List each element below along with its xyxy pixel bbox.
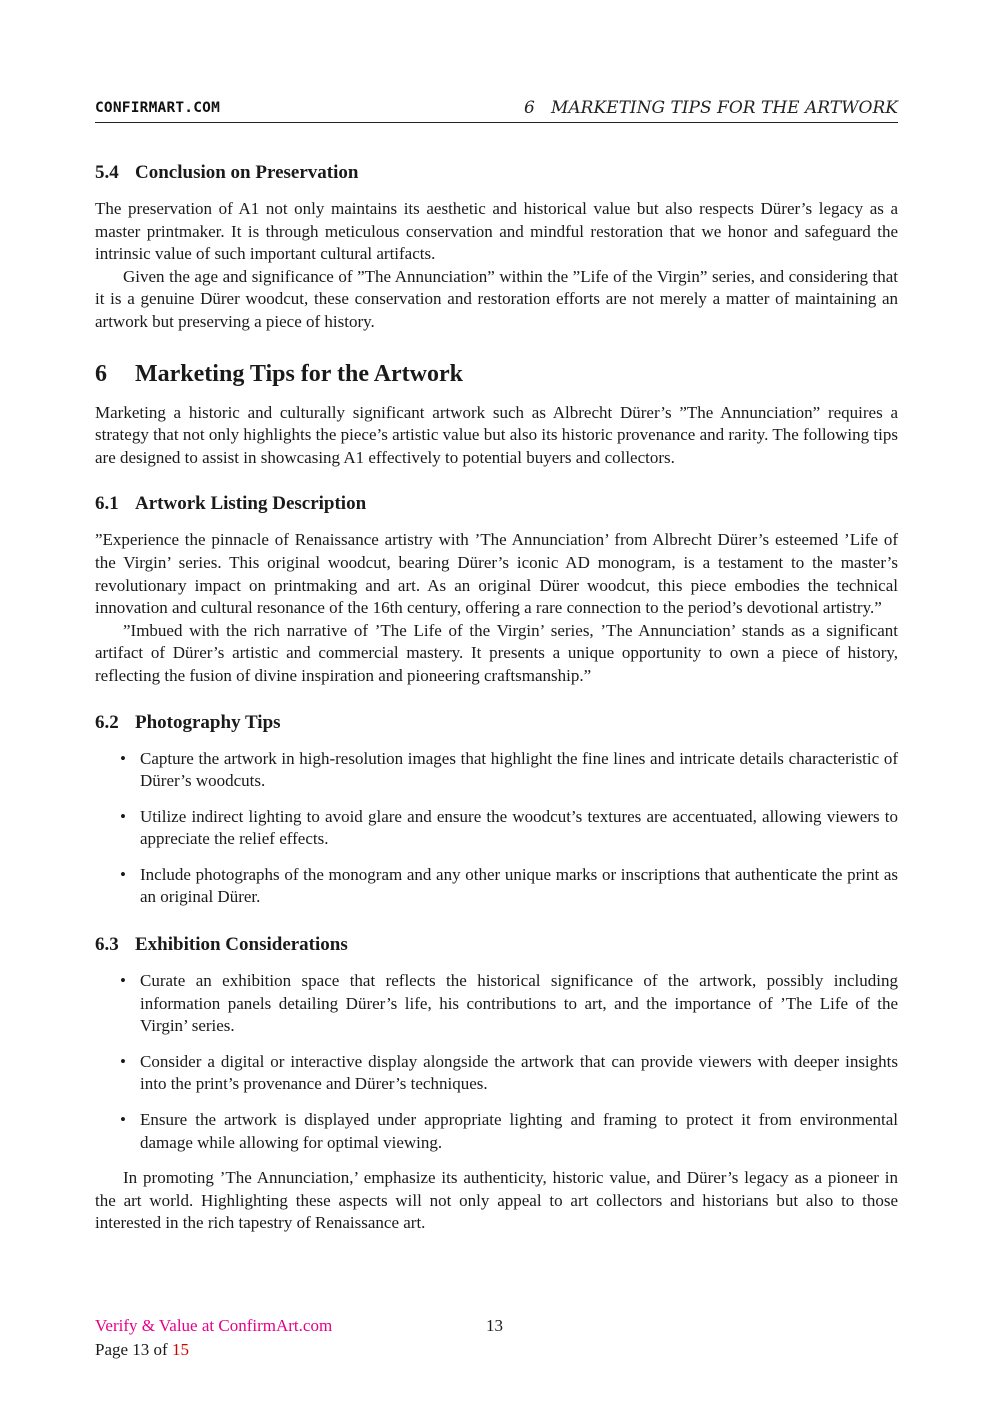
page-count-prefix: Page 13 of [95, 1340, 172, 1359]
list-item [95, 864, 898, 909]
list-item [95, 970, 898, 1038]
subsection-number: 6.3 [95, 934, 119, 956]
paragraph: ”Experience the pinnacle of Renaissance artistry with ’The Annunciation’ from Albrecht Dürer’s esteemed ’Life of the Virgin’ series. This original woodcut, bearing Dürer’s iconic AD monogram, is a testament to the master’s revolutionary impact on printmaking and art. As an original Dürer woodcut, this piece embodies the technical innovation and cultural resonance of the 16th century, offering a rare connection to the period’s devotional artistry.” [95, 530, 898, 618]
verify-link[interactable]: Verify & Value at ConfirmArt.com [95, 1316, 333, 1335]
subsection-number: 6.1 [95, 493, 119, 515]
page-count [95, 1338, 898, 1362]
list-item-text: Utilize indirect lighting to avoid glare and ensure the woodcut’s textures are accentuated, allowing viewers to appreciate the relief effects. [140, 806, 898, 849]
subsection-heading-6-3 [95, 932, 898, 958]
bullet-icon: • [120, 864, 126, 884]
list-item [95, 1109, 898, 1154]
confirmart-logo: CONFIRMART.COM [95, 100, 221, 116]
list-item-text: Ensure the artwork is displayed under appropriate lighting and framing to protect it from environmental damage while allowing for optimal viewing. [140, 1110, 898, 1152]
exhibition-considerations-list [95, 970, 898, 1154]
page-content [95, 160, 898, 1235]
paragraph: Given the age and significance of ”The Annunciation” within the ”Life of the Virgin” series, and considering that it is a genuine Dürer woodcut, these conservation and restoration efforts are not merely a matter of maintaining an artwork but preserving a piece of history. [95, 266, 898, 331]
paragraph: The preservation of A1 not only maintains its aesthetic and historical value but also respects Dürer’s legacy as a master printmaker. It is through meticulous conservation and mindful restoration that we honor and safeguard the intrinsic value of such important cultural artifacts. [95, 199, 898, 264]
bullet-icon: • [120, 1051, 126, 1071]
paragraph: Marketing a historic and culturally significant artwork such as Albrecht Dürer’s ”The Annunciation” requires a strategy that not only highlights the piece’s artistic value but also its historic provenance and rarity. The following tips are designed to assist in showcasing A1 effectively to potential buyers and collectors. [95, 402, 898, 467]
subsection-title: Photography Tips [135, 711, 281, 733]
bullet-icon: • [120, 1110, 126, 1130]
running-header [95, 98, 898, 123]
list-item-text: Consider a digital or interactive display alongside the artwork that can provide viewers with deeper insights into the print’s provenance and Dürer’s techniques. [140, 1051, 898, 1094]
subsection-title: Conclusion on Preservation [135, 162, 359, 183]
list-item [95, 806, 898, 851]
list-item-text: Capture the artwork in high-resolution images that highlight the fine lines and intricate details characteristic of Dürer’s woodcuts. [140, 748, 898, 791]
subsection-heading-5-4 [95, 160, 898, 186]
section-number: 6 [95, 360, 107, 387]
bullet-icon: • [120, 971, 126, 991]
page-footer [95, 1314, 898, 1362]
section-heading-6 [95, 358, 898, 390]
list-item [95, 748, 898, 793]
running-title: 6 MARKETING TIPS FOR THE ARTWORK [523, 98, 898, 118]
document-page [95, 0, 898, 1404]
page-number: 13 [486, 1316, 503, 1335]
list-item-text: Curate an exhibition space that reflects the historical significance of the artwork, possibly including information panels detailing Dürer’s life, his contributions to art, and the importance of ’The Life of the Virgin’ series. [140, 971, 898, 1036]
photography-tips-list [95, 748, 898, 910]
page-total-link[interactable]: 15 [171, 1340, 189, 1359]
list-item [95, 1051, 898, 1096]
subsection-heading-6-1 [95, 491, 898, 517]
bullet-icon: • [120, 806, 126, 826]
paragraph: In promoting ’The Annunciation,’ emphasize its authenticity, historic value, and Dürer’s legacy as a pioneer in the art world. Highlighting these aspects will not only appeal to art collectors and historians but also to those interested in the rich tapestry of Renaissance art. [95, 1168, 898, 1233]
subsection-number: 5.4 [95, 162, 119, 183]
subsection-title: Artwork Listing Description [135, 493, 367, 515]
section-title: Marketing Tips for the Artwork [135, 360, 463, 387]
paragraph: ”Imbued with the rich narrative of ’The Life of the Virgin’ series, ’The Annunciation’ stands as a significant artifact of Dürer’s artistic and commercial mastery. It presents a unique opportunity to own a piece of history, reflecting the fusion of divine inspiration and pioneering craftsmanship.” [95, 620, 898, 685]
subsection-title: Exhibition Considerations [135, 934, 348, 956]
list-item-text: Include photographs of the monogram and any other unique marks or inscriptions that authenticate the print as an original Dürer. [140, 864, 898, 907]
bullet-icon: • [120, 748, 126, 768]
subsection-heading-6-2 [95, 710, 898, 736]
subsection-number: 6.2 [95, 711, 119, 733]
